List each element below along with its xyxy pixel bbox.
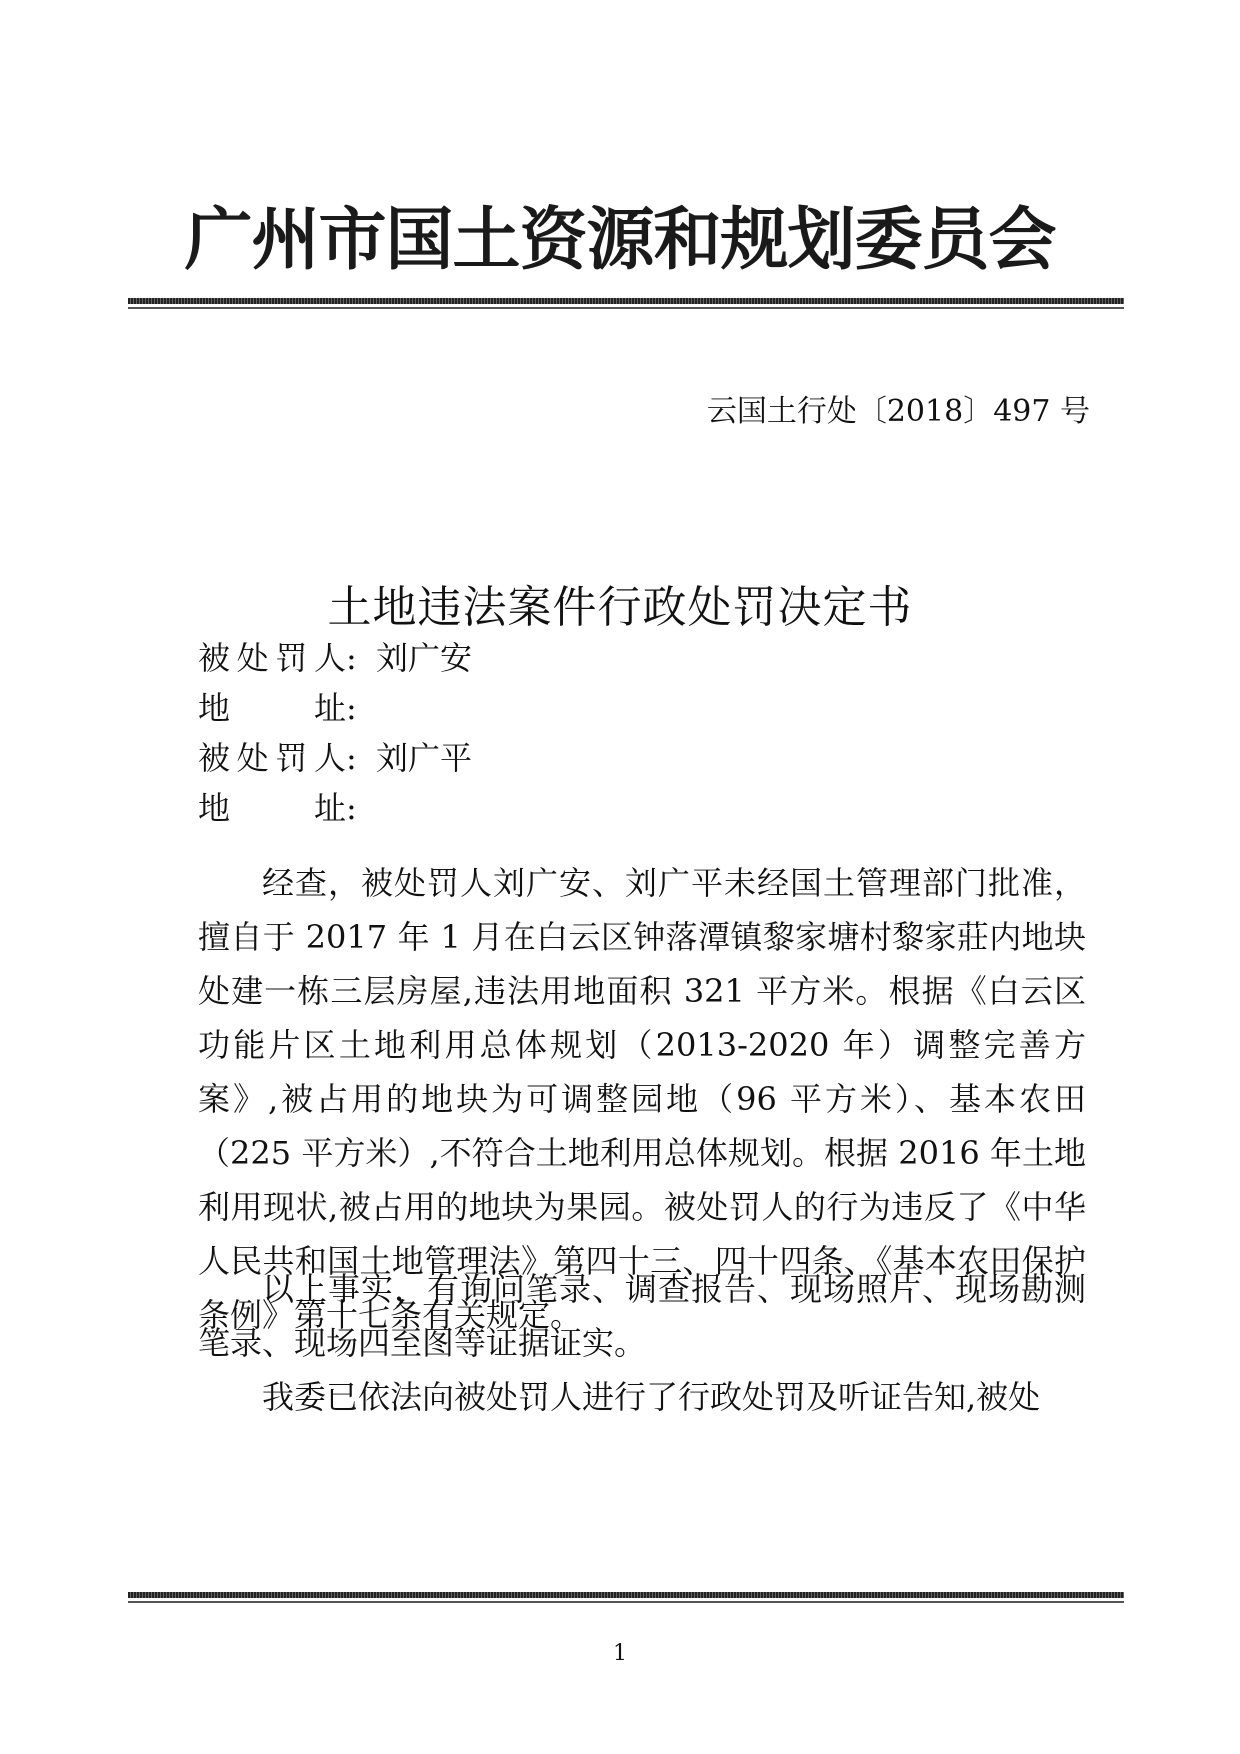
address-label: 地址 — [198, 789, 346, 827]
party-name: 刘广安 — [376, 639, 473, 677]
party-label: 被处罚人 — [198, 739, 346, 777]
party-name: 刘广平 — [376, 739, 473, 777]
notice-paragraph: 我委已依法向被处罚人进行了行政处罚及听证告知,被处 — [262, 1378, 1041, 1416]
party-line-2 — [198, 686, 376, 730]
party-line-1 — [198, 636, 472, 680]
document-title: 土地违法案件行政处罚决定书 — [327, 582, 913, 633]
page-number: 1 — [613, 1641, 627, 1666]
address-colon: : — [346, 689, 357, 727]
address-label: 地址 — [198, 689, 346, 727]
footer-rule-thin — [128, 1601, 1124, 1603]
address-colon: : — [346, 789, 357, 827]
party-colon: : — [346, 739, 357, 777]
header-rule — [128, 298, 1124, 304]
party-label: 被处罚人 — [198, 639, 346, 677]
party-colon: : — [346, 639, 357, 677]
evidence-paragraph: 以上事实，有询问笔录、调查报告、现场照片、现场勘测笔录、现场四至图等证据证实。 — [198, 1270, 1086, 1362]
party-line-4 — [198, 786, 376, 830]
organization-header: 广州市国土资源和规划委员会 — [184, 200, 1056, 280]
party-line-3 — [198, 736, 472, 780]
footer-rule — [128, 1592, 1124, 1598]
findings-paragraph: 经查，被处罚人刘广安、刘广平未经国土管理部门批准，擅自于 2017 年 1 月在白云区钟落潭镇黎家塘村黎家莊内地块处建一栋三层房屋,违法用地面积 321 平方米。根据《白云区功能片区土地利用总体规划（2013-2020 年）调整完善方案》,被占用的地块为可调整园地（96 平方米）、基本农田（225 平方米）,不符合土地利用总体规划。根据 2016 年土地利用现状,被占用的地块为果园。被处罚人的行为违反了《中华人民共和国土地管理法》第四十三、四十四条、《基本农田保护条例》第十七条有关规定。 — [198, 864, 1086, 1334]
header-rule-thin — [128, 307, 1124, 309]
document-number: 云国土行处〔2018〕497 号 — [706, 394, 1090, 429]
